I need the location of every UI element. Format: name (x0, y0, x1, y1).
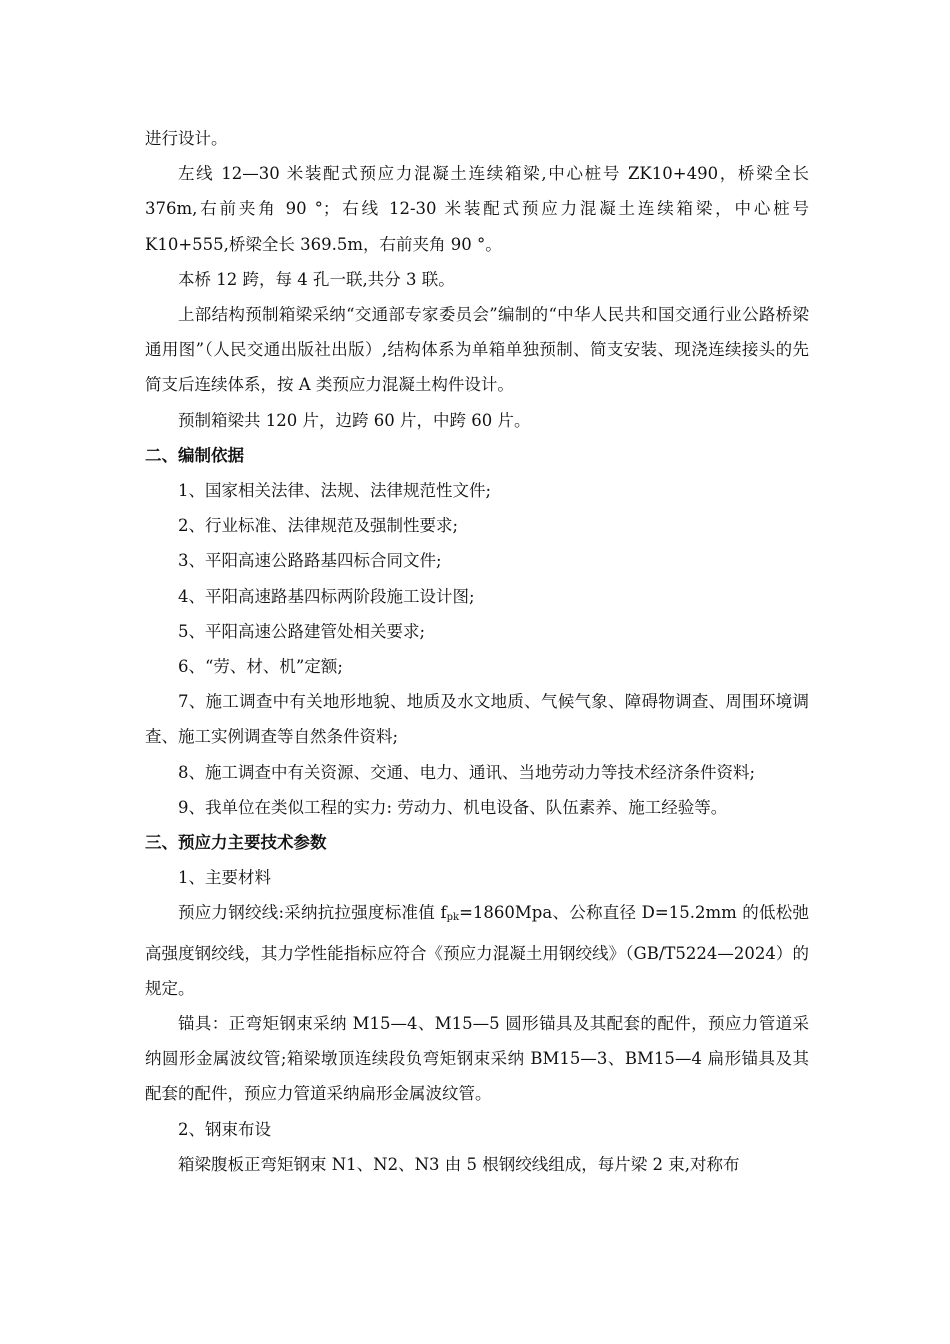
list-item-basis-8: 8、施工调查中有关资源、交通、电力、通讯、当地劳动力等技术经济条件资料; (178, 762, 756, 782)
paragraph-prefab-count: 预制箱梁共 120 片，边跨 60 片，中跨 60 片。 (178, 410, 531, 430)
paragraph-design: 进行设计。 (145, 129, 228, 148)
paragraph-strand (145, 895, 809, 1006)
subheading-tendon-layout: 2、钢束布设 (178, 1119, 271, 1139)
section-heading-params: 三、预应力主要技术参数 (145, 833, 327, 853)
list-item-basis-3: 3、平阳高速公路路基四标合同文件; (178, 551, 442, 571)
strand-subscript: pk (446, 912, 460, 924)
subheading-materials: 1、主要材料 (178, 868, 271, 888)
list-item-basis-7: 7、施工调查中有关地形地貌、地质及水文地质、气候气象、障碍物调查、周围环境调查、施工实例调查等自然条件资料; (145, 692, 809, 747)
paragraph-spans: 本桥 12 跨，每 4 孔一联,共分 3 联。 (178, 269, 455, 289)
paragraph-bridge-lines: 左线 12—30 米装配式预应力混凝土连续箱梁,中心桩号 ZK10+490，桥梁全长 376m,右前夹角 90 °；右线 12-30 米装配式预应力混凝土连续箱梁，中心桩号 K10+555,桥梁全长 369.5m，右前夹角 90 °。 (145, 164, 809, 254)
list-item-basis-2: 2、行业标准、法律规范及强制性要求; (178, 516, 459, 536)
paragraph-tendon: 箱梁腹板正弯矩钢束 N1、N2、N3 由 5 根钢绞线组成，每片梁 2 束,对称布 (178, 1154, 740, 1174)
list-item-basis-9: 9、我单位在类似工程的实力: 劳动力、机电设备、队伍素养、施工经验等。 (178, 797, 728, 817)
list-item-basis-4: 4、平阳高速路基四标两阶段施工设计图; (178, 586, 475, 606)
strand-text-before: 预应力钢绞线:采纳抗拉强度标准值 f (178, 903, 447, 923)
document-body (145, 121, 809, 1182)
section-heading-basis: 二、编制依据 (145, 445, 244, 465)
list-item-basis-6: 6、“劳、材、机”定额; (178, 657, 343, 677)
list-item-basis-1: 1、国家相关法律、法规、法律规范性文件; (178, 481, 492, 501)
list-item-basis-5: 5、平阳高速公路建管处相关要求; (178, 621, 426, 641)
paragraph-superstructure: 上部结构预制箱梁采纳“交通部专家委员会”编制的“中华人民共和国交通行业公路桥梁通用图”（人民交通出版社出版）,结构体系为单箱单独预制、简支安装、现浇连续接头的先简支后连续体系，按 A 类预应力混凝土构件设计。 (145, 305, 809, 395)
paragraph-anchorage: 锚具：正弯矩钢束采纳 M15—4、M15—5 圆形锚具及其配套的配件，预应力管道采纳圆形金属波纹管;箱梁墩顶连续段负弯矩钢束采纳 BM15—3、BM15—4 扁形锚具及其配套的配件，预应力管道采纳扁形金属波纹管。 (145, 1014, 809, 1104)
strand-text-after: =1860Mpa、公称直径 D=15.2mm 的低松弛高强度钢绞线，其力学性能指标应符合《预应力混凝土用钢绞线》（GB/T5224—2024）的规定。 (145, 903, 809, 998)
